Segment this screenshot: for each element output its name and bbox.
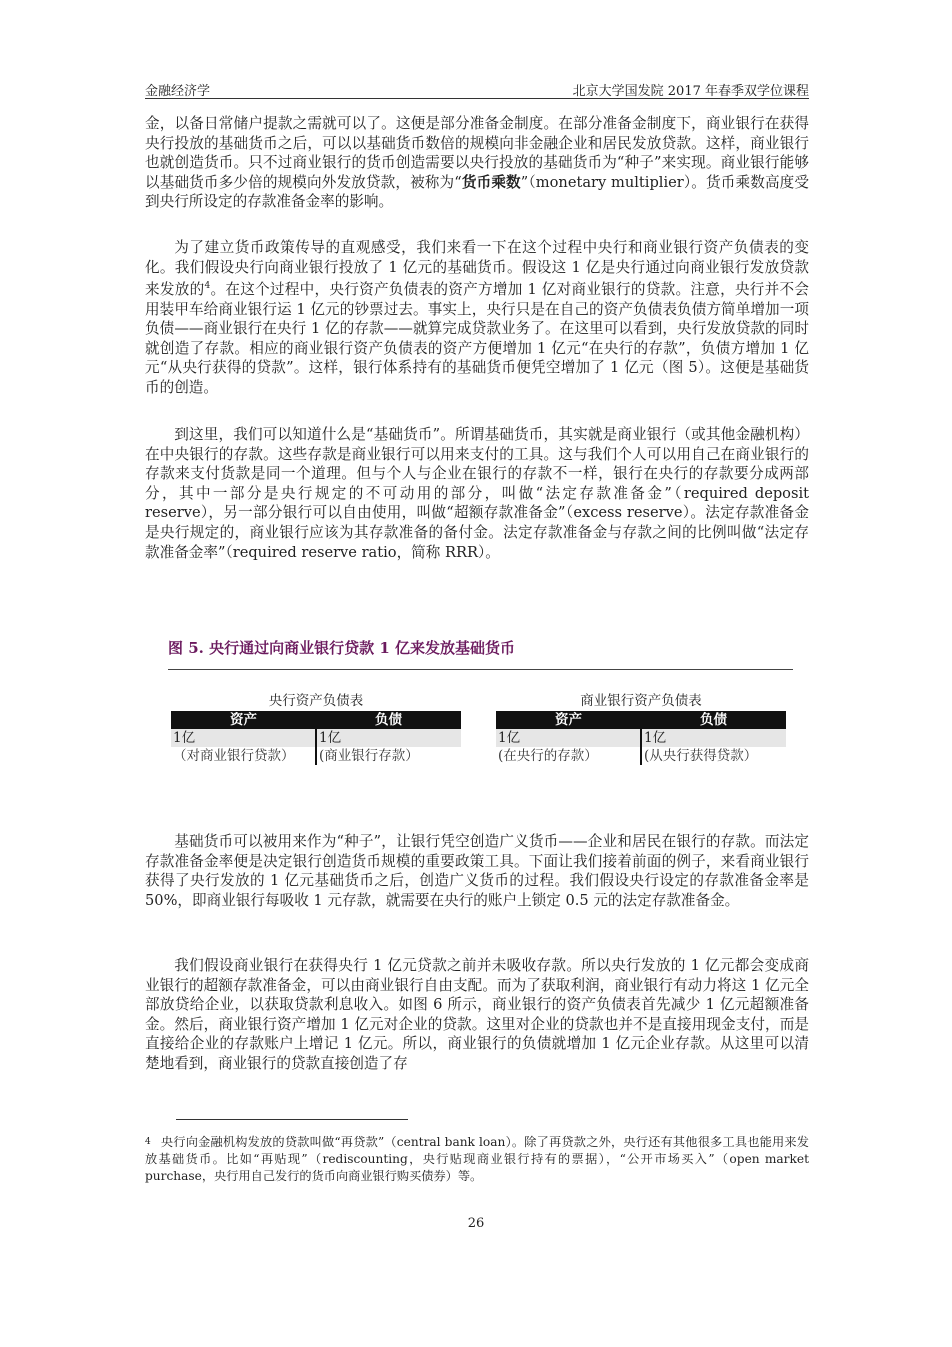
balance-sheet-header — [496, 711, 786, 729]
header-course-title: 金融经济学 — [145, 84, 211, 99]
footnote-number: 4 — [145, 1137, 151, 1147]
paragraph-3: 到这里，我们可以知道什么是“基础货币”。所谓基础货币，其实就是商业银行（或其他金融机构）在中央银行的存款。这些存款是商业银行可以用来支付的工具。这与我们个人可以用自己在商业银行的存款来支付货款是同一个道理。但与个人与企业在银行的存款不一样，银行在央行的存款要分成两部分，其中一部分是央行规定的不可动用的部分，叫做“法定存款准备金”（required deposit reserve），另一部分银行可以自由使用，叫做“超额存款准备金”（excess reserve）。法定存款准备金是央行规定的，商业银行应该为其存款准备的备付金。法定存款准备金与存款之间的比例叫做“法定存款准备金率”（required reserve ratio，简称 RRR）。 — [145, 426, 809, 561]
liabilities-header: 负债 — [375, 712, 402, 728]
page-number: 26 — [467, 1216, 485, 1231]
asset-amount: 1亿 — [496, 729, 640, 747]
central-bank-balance-sheet — [171, 692, 461, 765]
footnote-text: 央行向金融机构发放的贷款叫做“再贷款”（central bank loan）。除了再贷款之外，央行还有其他很多工具也能用来发放基础货币。比如“再贴现”（rediscounting，央行贴现商业银行持有的票据），“公开市场买入”（open market purchase，央行用自己发行的货币向商业银行购买债券）等。 — [145, 1135, 809, 1183]
asset-note: （对商业银行贷款） — [173, 748, 295, 764]
liabilities-header: 负债 — [700, 712, 727, 728]
balance-sheet-caption: 央行资产负债表 — [268, 693, 364, 709]
paragraph-2: 为了建立货币政策传导的直观感受，我们来看一下在这个过程中央行和商业银行资产负债表的变化。我们假设央行向商业银行投放了 1 亿元的基础货币。假设这 1 亿是央行通过向商业银行发放贷款来发放的$^4$。在这个过程中，央行资产负债表的资产方增加 1 亿对商业银行的贷款。注意，央行并不会用装甲车给商业银行运 1 亿元的钞票过去。事实上，央行只是在自己的资产负债表负债方简单增加一项负债——商业银行在央行 1 亿的存款——就算完成贷款业务了。在这里可以看到，央行发放贷款的同时就创造了存款。相应的商业银行资产负债表的资产方便增加 1 亿元“在央行的存款”，负债方增加 1 亿元“从央行获得的贷款”。这样，银行体系持有的基础货币便凭空增加了 1 亿元（图 5）。这便是基础货币的创造。 — [145, 239, 809, 397]
liability-amount: 1亿 — [642, 729, 786, 747]
assets-header: 资产 — [555, 712, 582, 728]
footnote-divider — [176, 1119, 408, 1120]
figure-divider — [168, 669, 793, 670]
liability-note: (商业银行存款） — [319, 748, 419, 764]
header-institution: 北京大学国发院 2017 年春季双学位课程 — [572, 84, 809, 99]
footnote-ref: 4 — [204, 281, 211, 292]
liability-amount: 1亿 — [317, 729, 461, 747]
liability-note: (从央行获得贷款） — [644, 748, 758, 764]
commercial-bank-balance-sheet — [496, 692, 786, 765]
balance-sheet-header — [171, 711, 461, 729]
bold-term: 货币乘数 — [461, 173, 521, 191]
paragraph-1: 金，以备日常储户提款之需就可以了。这便是部分准备金制度。在部分准备金制度下，商业银行在获得央行投放的基础货币之后，可以以基础货币数倍的规模向非金融企业和居民发放贷款。这样，商业银行也就创造货币。只不过商业银行的货币创造需要以央行投放的基础货币为“种子”来实现。商业银行能够以基础货币多少倍的规模向外发放贷款，被称为“货币乘数”（monetary multiplier）。货币乘数高度受到央行所设定的存款准备金率的影响。 — [145, 115, 809, 211]
paragraph-5: 我们假设商业银行在获得央行 1 亿元贷款之前并未吸收存款。所以央行发放的 1 亿元都会变成商业银行的超额存款准备金，可以由商业银行自由支配。而为了获取利润，商业银行有动力将这 1 亿元全部放贷给企业，以获取贷款利息收入。如图 6 所示，商业银行的资产负债表首先减少 1 亿元超额准备金。然后，商业银行资产增加 1 亿元对企业的贷款。这里对企业的贷款也并不是直接用现金支付，而是直接给企业的存款账户上增记 1 亿元。所以，商业银行的负债就增加 1 亿元企业存款。从这里可以清楚地看到，商业银行的贷款直接创造了存 — [145, 957, 809, 1072]
footnote — [145, 1134, 809, 1184]
figure-title: 图 5. 央行通过向商业银行贷款 1 亿来发放基础货币 — [168, 639, 515, 657]
paragraph-4: 基础货币可以被用来作为“种子”，让银行凭空创造广义货币——企业和居民在银行的存款。而法定存款准备金率便是决定银行创造货币规模的重要政策工具。下面让我们接着前面的例子，来看商业银行获得了央行发放的 1 亿元基础货币之后，创造广义货币的过程。我们假设央行设定的存款准备金率是 50%，即商业银行每吸收 1 元存款，就需要在央行的账户上锁定 0.5 元的法定存款准备金。 — [145, 833, 809, 909]
asset-note: (在央行的存款） — [498, 748, 598, 764]
assets-header: 资产 — [230, 712, 257, 728]
balance-sheet-caption: 商业银行资产负债表 — [580, 693, 702, 709]
asset-amount: 1亿 — [171, 729, 315, 747]
page-header — [145, 78, 809, 99]
